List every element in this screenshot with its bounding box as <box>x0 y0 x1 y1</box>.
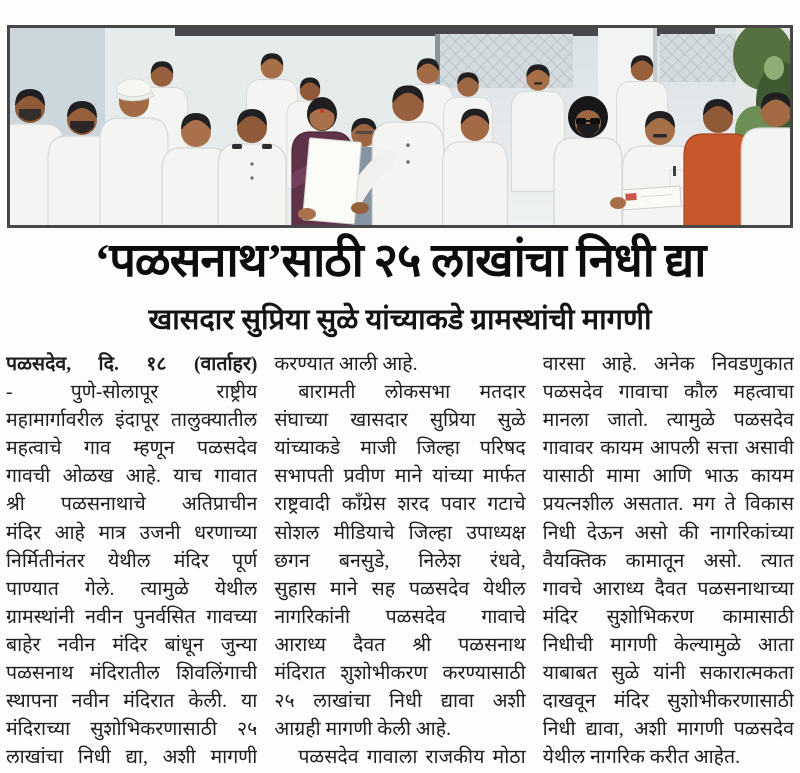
body-line: यासाठी मामा आणि भाऊ कायम <box>542 466 794 488</box>
body-line: महामार्गावरील इंदापूर तालुक्यातील <box>6 410 258 432</box>
body-line: पळसदेव, दि. १८ (वार्ताहर) <box>6 354 258 375</box>
body-line: सुहास माने सह पळसदेव येथील <box>274 578 526 600</box>
body-line: पाण्यात गेले. त्यामुळे येथील <box>6 578 258 600</box>
body-line: येथील नागरिक करीत आहेत. <box>542 747 740 769</box>
subheadline: खासदार सुप्रिया सुळे यांच्याकडे ग्रामस्थांची मागणी <box>148 304 652 336</box>
group-photo-illustration <box>10 28 790 225</box>
body-line: छगन बनसुडे, निलेश रंधवे, <box>274 550 526 572</box>
body-line: २५ लाखांचा निधी द्यावा अशी <box>274 691 526 713</box>
body-line: करण्यात आली आहे. <box>274 354 418 375</box>
body-line: स्थापना नवीन मंदिरात केली. या <box>6 691 258 713</box>
body-line: गावावर कायम आपली सत्ता असावी <box>542 438 794 460</box>
body-line: पळसनाथ मंदिरातील शिवलिंगाची <box>6 663 258 685</box>
body-line: आराध्य दैवत श्री पळसनाथ <box>274 634 526 656</box>
body-line: गावची ओळख आहे. याच गावात <box>6 466 258 488</box>
body-line: राष्ट्रवादी काँग्रेस शरद पवार गटाचे <box>274 494 526 516</box>
column-3 <box>543 351 794 773</box>
column-1 <box>6 351 257 773</box>
body-line: पळसदेव गावाचा कौल महत्वाचा <box>542 382 794 404</box>
body-line: सभापती प्रवीण माने यांच्या मार्फत <box>274 466 526 488</box>
body-line: याबाबत सुळे यांनी सकारात्मकता <box>542 663 794 685</box>
body-line: लाखांचा निधी द्या, अशी मागणी <box>6 747 258 769</box>
body-line: ग्रामस्थांनी नवीन पुनर्वसित गावच्या <box>6 606 258 628</box>
body-line: सोशल मीडियाचे जिल्हा उपाध्यक्ष <box>274 522 526 544</box>
body-line: मंदिर आहे मात्र उजनी धरणाच्या <box>6 522 258 544</box>
body-line: नागरिकांनी पळसदेव गावाचे <box>274 606 526 628</box>
envelope <box>622 186 681 210</box>
body-line: मंदिरात शुशोभीकरण करण्यासाठी <box>274 663 526 685</box>
body-line: बाहेर नवीन मंदिर बांधून जुन्या <box>6 634 258 656</box>
body-line: बारामती लोकसभा मतदार <box>298 382 526 404</box>
column-2 <box>274 351 525 773</box>
article-body <box>6 351 794 773</box>
body-line: दाखवून मंदिर सुशोभीकरणासाठी <box>542 691 794 713</box>
body-line: यांच्याकडे माजी जिल्हा परिषद <box>274 438 526 460</box>
body-line: वारसा आहे. अनेक निवडणुकात <box>542 354 794 375</box>
body-line: मानला जातो. त्यामुळे पळसदेव <box>542 410 794 432</box>
body-line: निधीची मागणी केल्यामुळे आता <box>542 634 794 656</box>
body-line: प्रयत्नशील असतात. मग ते विकास <box>542 494 794 516</box>
body-line: पळसदेव गावाला राजकीय मोठा <box>298 747 526 769</box>
body-line: मंदिर सुशोभिकरण कामासाठी <box>542 606 794 628</box>
body-line: गावचे आराध्य दैवत पळसनाथाच्या <box>542 578 794 600</box>
body-line: संघाच्या खासदार सुप्रिया सुळे <box>274 410 526 432</box>
body-line: निधी देऊन असो की नागरिकांच्या <box>542 522 794 544</box>
body-line: आग्रही मागणी केली आहे. <box>274 719 451 741</box>
body-line: महत्वाचे गाव म्हणून पळसदेव <box>6 438 258 460</box>
body-line: मंदिराच्या सुशोभिकरणासाठी २५ <box>6 719 258 741</box>
body-line: - पुणे-सोलापूर राष्ट्रीय <box>6 382 258 404</box>
body-line: वैयक्तिक कामातून असो. त्यात <box>542 550 794 572</box>
article-photo <box>7 25 793 228</box>
headline: ‘पळसनाथ’साठी २५ लाखांचा निधी द्या <box>94 235 706 287</box>
body-line: निधी द्यावा, अशी मागणी पळसदेव <box>542 719 794 741</box>
body-line: श्री पळसनाथाचे अतिप्राचीन <box>6 494 258 516</box>
body-line: निर्मितीनंतर येथील मंदिर पूर्ण <box>6 550 258 572</box>
